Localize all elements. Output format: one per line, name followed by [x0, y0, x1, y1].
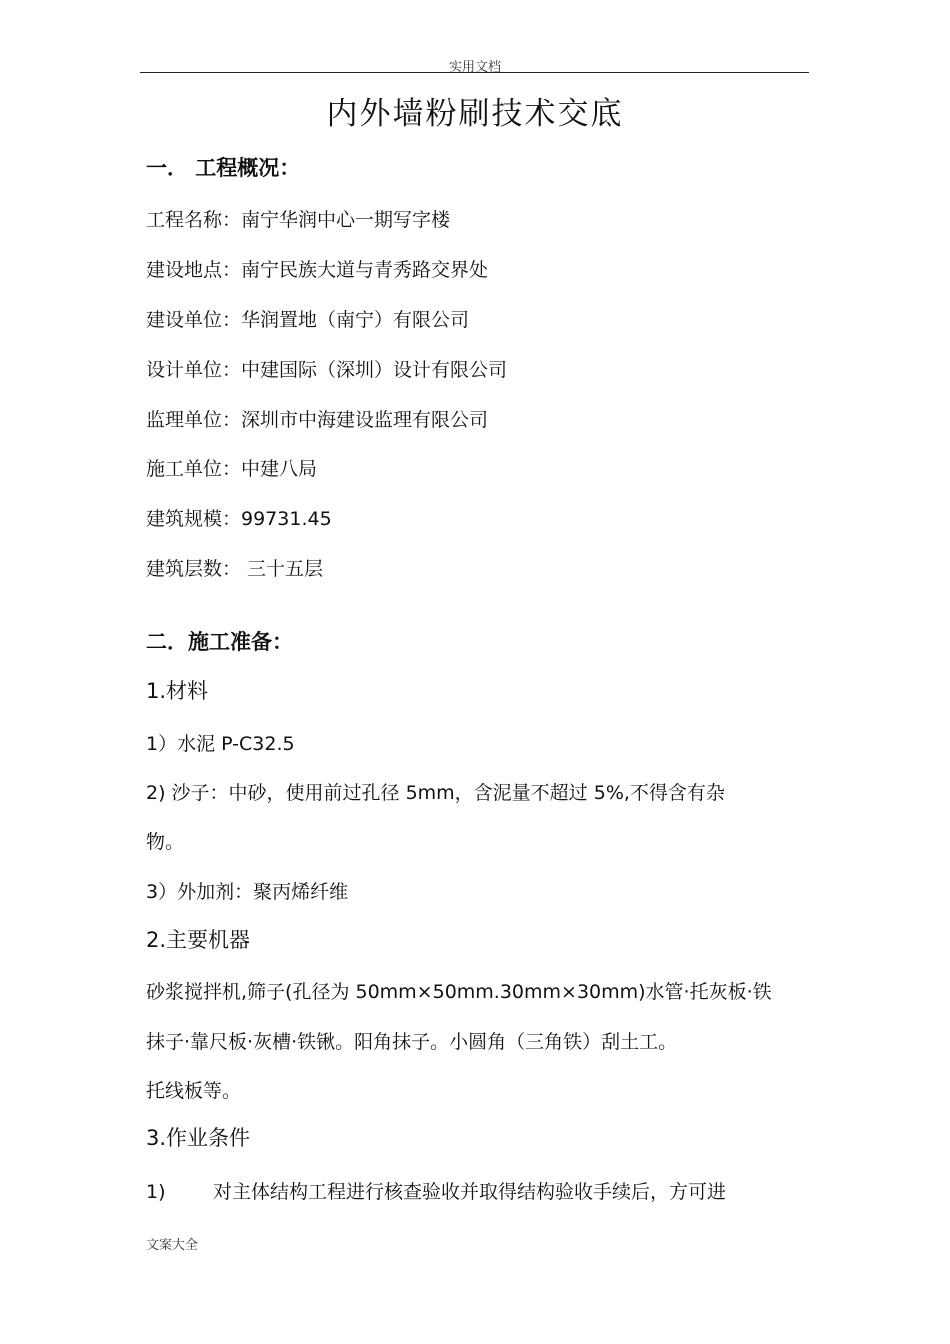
section-heading-preparation: 二．施工准备：: [146, 630, 293, 654]
subheading-materials: 1.材料: [146, 679, 209, 703]
condition-item-1-text: 对主体结构工程进行核查验收并取得结构验收手续后，方可进: [213, 1181, 727, 1203]
condition-item-1-number: 1): [146, 1181, 166, 1203]
overview-owner: 建设单位：华润置地（南宁）有限公司: [146, 309, 470, 331]
subheading-conditions: 3.作业条件: [146, 1126, 251, 1150]
overview-floors: 建筑层数： 三十五层: [146, 558, 324, 580]
overview-scale: 建筑规模：99731.45: [146, 508, 332, 530]
section-heading-overview: 一． 工程概况：: [146, 156, 301, 180]
machines-line-1: 砂浆搅拌机,筛子(孔径为 50mm×50mm.30mm×30mm)水管·托灰板·铁: [146, 981, 772, 1003]
overview-location: 建设地点：南宁民族大道与青秀路交界处: [146, 259, 489, 281]
material-item-cement: 1）水泥 P-C32.5: [146, 733, 295, 755]
page-footer: 文案大全: [146, 1238, 199, 1253]
material-item-sand-cont: 物。: [146, 831, 185, 853]
document-title: 内外墙粉刷技术交底: [326, 96, 624, 132]
material-item-sand: 2) 沙子：中砂，使用前过孔径 5mm，含泥量不超过 5%,不得含有杂: [146, 782, 725, 804]
header-divider: [140, 72, 809, 73]
overview-designer: 设计单位：中建国际（深圳）设计有限公司: [146, 359, 508, 381]
page-header: 实用文档: [448, 60, 501, 75]
overview-contractor: 施工单位：中建八局: [146, 458, 318, 480]
machines-line-2: 抹子·靠尺板·灰槽·铁锹。阳角抹子。小圆角（三角铁）刮土工。: [146, 1031, 678, 1053]
overview-supervisor: 监理单位：深圳市中海建设监理有限公司: [146, 409, 489, 431]
overview-project-name: 工程名称：南宁华润中心一期写字楼: [146, 209, 451, 231]
material-item-additive: 3）外加剂：聚丙烯纤维: [146, 881, 349, 903]
subheading-machines: 2.主要机器: [146, 928, 251, 952]
machines-line-3: 托线板等。: [146, 1080, 242, 1102]
